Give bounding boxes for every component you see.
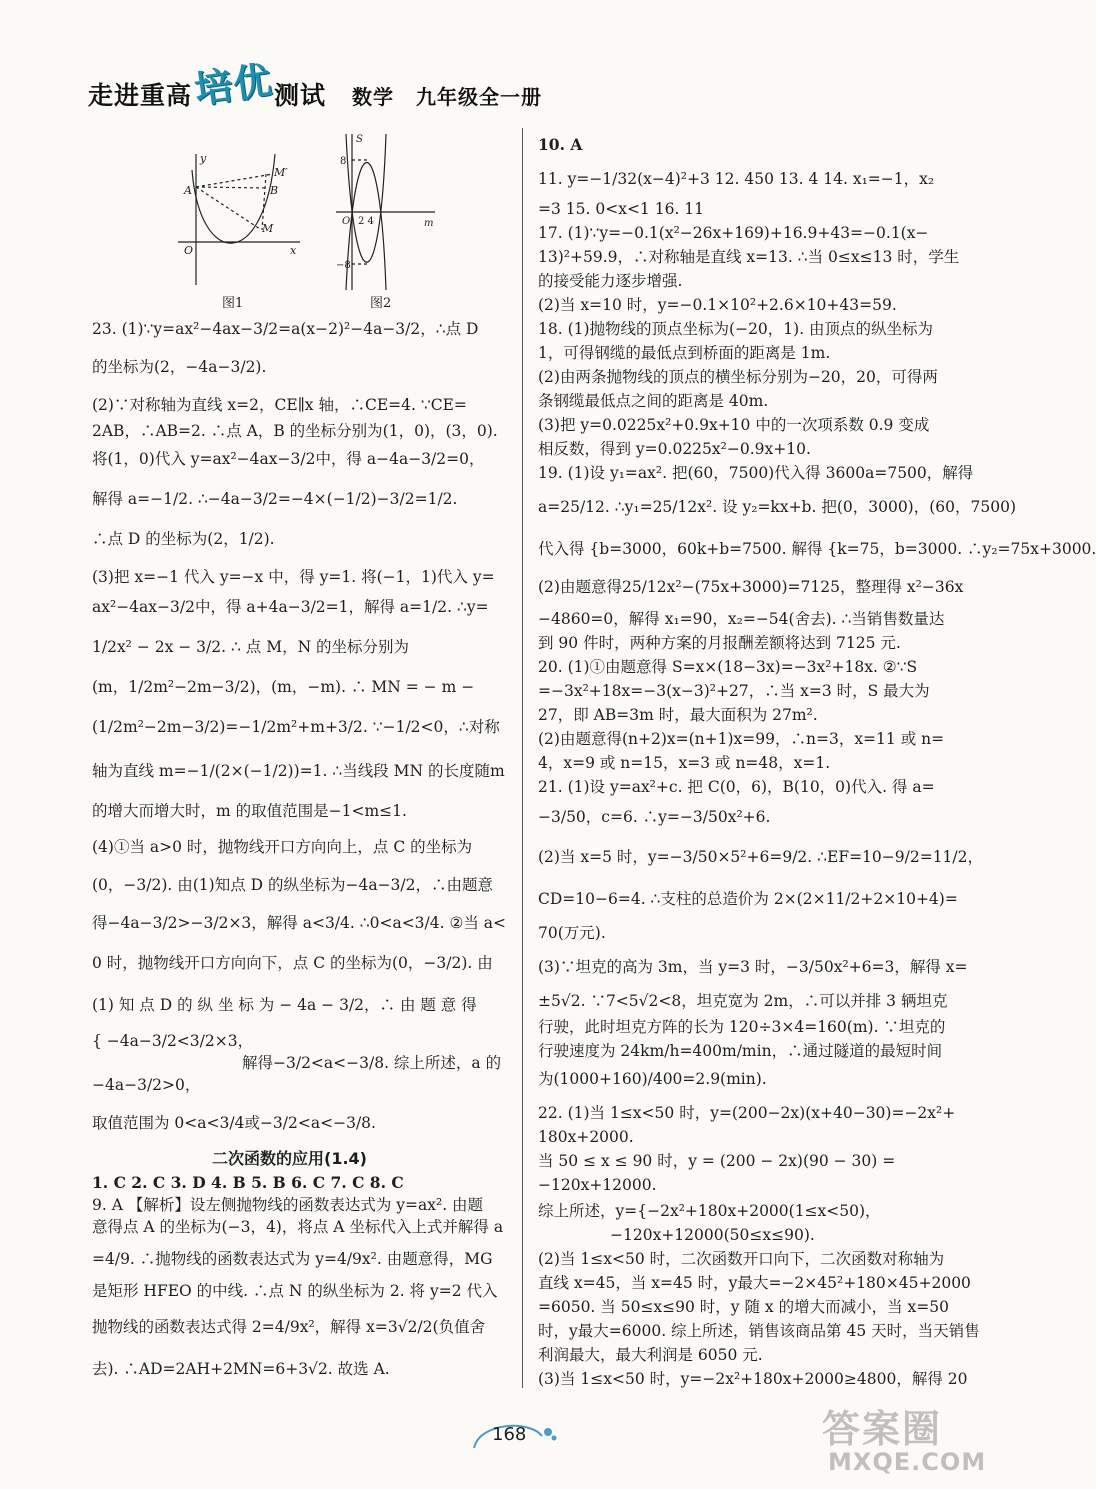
text-line: 利润最大，最大利润是 6050 元. bbox=[538, 1346, 763, 1364]
fig1-point-m: M bbox=[262, 222, 274, 235]
fig1-point-m-prime: M′ bbox=[274, 166, 288, 179]
text-line: 的接受能力逐步增强. bbox=[538, 272, 683, 290]
text-line: a=25/12. ∴y₁=25/12x². 设 y₂=kx+b. 把(0，3000)，(60，7500) bbox=[538, 498, 1016, 516]
text-line: (2)由题意得(n+2)x=(n+1)x=99，∴n=3，x=11 或 n= bbox=[538, 730, 945, 748]
text-line: 解得−3/2<a<−3/8. 综上所述，a 的 bbox=[242, 1054, 502, 1072]
text-line: 得−4a−3/2>−3/2×3，解得 a<3/4. ∴0<a<3/4. ②当 a< bbox=[92, 914, 507, 932]
text-line: 23. (1)∵y=ax²−4ax−3/2=a(x−2)²−4a−3/2，∴点 D bbox=[92, 320, 479, 338]
text-line: 综上所述，y={−2x²+180x+2000(1≤x<50)， bbox=[538, 1202, 881, 1220]
text-line: 代入得 {b=3000，60k+b=7500. 解得 {k=75，b=3000. ∴y₂=75x+3000. bbox=[538, 540, 1096, 558]
text-line: 意得点 A 的坐标为(−3，4)，将点 A 坐标代入上式并解得 a bbox=[92, 1218, 504, 1236]
fig2-tick-bottom: −8 bbox=[336, 260, 351, 271]
text-line: 2AB，∴AB=2. ∴点 A，B 的坐标分别为(1，0)，(3，0). bbox=[92, 422, 498, 440]
watermark-logo bbox=[818, 1398, 994, 1484]
text-line: (1/2m²−2m−3/2)=−1/2m²+m+3/2. ∵−1/2<0，∴对称 bbox=[92, 718, 500, 736]
text-line: 轴为直线 m=−1/(2×(−1/2))=1. ∴当线段 MN 的长度随m bbox=[92, 762, 505, 780]
text-line: 到 90 件时，两种方案的月报酬差额将达到 7125 元. bbox=[538, 634, 901, 652]
answer-line: 10. A bbox=[538, 135, 583, 154]
text-line: (3)∵坦克的高为 3m，当 y=3 时，−3/50x²+6=3，解得 x= bbox=[538, 958, 968, 976]
figure-1-caption: 图1 bbox=[222, 296, 244, 311]
brand-text-a: 走进重高 bbox=[88, 81, 193, 110]
fig1-x-label: x bbox=[290, 244, 297, 257]
text-line: (2)∵对称轴为直线 x=2，CE∥x 轴，∴CE=4. ∵CE= bbox=[92, 396, 467, 414]
text-line: (2)当 x=10 时，y=−0.1×10²+2.6×10+43=59. bbox=[538, 296, 897, 314]
text-line: 当 50 ≤ x ≤ 90 时，y = (200 − 2x)(90 − 30) = bbox=[538, 1152, 896, 1170]
text-line: 条钢缆最低点之间的距离是 40m. bbox=[538, 392, 769, 410]
text-line: 21. (1)设 y=ax²+c. 把 C(0，6)，B(10，0)代入. 得 a= bbox=[538, 778, 935, 796]
text-line: { −4a−3/2<3/2×3， bbox=[92, 1032, 254, 1050]
fig2-tick-top: 8 bbox=[340, 156, 347, 167]
text-line: 时，y最大=6000. 综上所述，销售该商品第 45 天时，当天销售 bbox=[538, 1322, 980, 1340]
fig1-point-a: A bbox=[184, 184, 192, 197]
text-line: ∴点 D 的坐标为(2，1/2). bbox=[92, 530, 275, 548]
text-line: ±5√2. ∵7<5√2<8，坦克宽为 2m，∴可以并排 3 辆坦克 bbox=[538, 992, 948, 1010]
text-line: 的增大而增大时，m 的取值范围是−1<m≤1. bbox=[92, 802, 407, 820]
text-line: 19. (1)设 y₁=ax². 把(60，7500)代入得 3600a=7500，解得 bbox=[538, 464, 974, 482]
fig2-x-label: m bbox=[424, 218, 434, 229]
text-line: 为(1000+160)/400=2.9(min). bbox=[538, 1070, 767, 1088]
text-line: 行驶速度为 24km/h=400m/min，∴通过隧道的最短时间 bbox=[538, 1042, 943, 1060]
fig1-line-am-prime bbox=[196, 174, 273, 187]
text-line: 直线 x=45，当 x=45 时，y最大=−2×45²+180×45+2000 bbox=[538, 1274, 971, 1292]
figure-2-caption: 图2 bbox=[370, 296, 392, 311]
text-line: (2)由题意得25/12x²−(75x+3000)=7125，整理得 x²−36x bbox=[538, 578, 964, 596]
text-line: −120x+12000. bbox=[538, 1176, 657, 1194]
fig1-origin: O bbox=[184, 244, 194, 257]
text-line: 解得 a=−1/2. ∴−4a−3/2=−4×(−1/2)−3/2=1/2. bbox=[92, 490, 458, 508]
text-line: 取值范围为 0<a<3/4或−3/2<a<−3/8. bbox=[92, 1114, 376, 1132]
text-line: 17. (1)∵y=−0.1(x²−26x+169)+16.9+43=−0.1(x− bbox=[538, 224, 929, 242]
text-line: (2)由两条抛物线的顶点的横坐标分别为−20，20，可得两 bbox=[538, 368, 938, 386]
text-line: 70(万元). bbox=[538, 924, 606, 942]
brand-text-big: 培优 bbox=[191, 57, 276, 113]
text-line: 是矩形 HFEO 的中线. ∴点 N 的纵坐标为 2. 将 y=2 代入 bbox=[92, 1282, 498, 1300]
text-line: =4/9. ∴抛物线的函数表达式为 y=4/9x². 由题意得，MG bbox=[92, 1250, 493, 1268]
text-line: (3)当 1≤x<50 时，y=−2x²+180x+2000≥4800，解得 20 bbox=[538, 1370, 968, 1388]
page-number bbox=[470, 1418, 560, 1456]
text-line: 1，可得钢缆的最低点到桥面的距离是 1m. bbox=[538, 344, 831, 362]
text-line: 18. (1)抛物线的顶点坐标为(−20，1). 由顶点的纵坐标为 bbox=[538, 320, 934, 338]
text-line: 将(1，0)代入 y=ax²−4ax−3/2中，得 a−4a−3/2=0， bbox=[92, 450, 485, 468]
grade-label: 九年级全一册 bbox=[416, 85, 543, 109]
page-header bbox=[88, 52, 888, 113]
subject-label: 数学 bbox=[352, 85, 395, 109]
text-line: 22. (1)当 1≤x<50 时，y=(200−2x)(x+40−30)=−2x²+ bbox=[538, 1104, 956, 1122]
text-line: =3 15. 0<x<1 16. 11 bbox=[538, 200, 705, 218]
text-line: (m，1/2m²−2m−3/2)，(m，−m). ∴ MN = − m − bbox=[92, 678, 475, 696]
fig2-tick-x: 2 4 bbox=[358, 216, 374, 227]
fig2-origin: O bbox=[342, 216, 351, 227]
text-line: (0，−3/2). 由(1)知点 D 的纵坐标为−4a−3/2，∴由题意 bbox=[92, 876, 494, 894]
text-line: 27，即 AB=3m 时，最大面积为 27m². bbox=[538, 706, 818, 724]
text-line: (3)把 x=−1 代入 y=−x 中，得 y=1. 将(−1，1)代入 y= bbox=[92, 568, 495, 586]
text-line: =6050. 当 50≤x≤90 时，y 随 x 的增大而减小，当 x=50 bbox=[538, 1298, 949, 1316]
fig1-y-label: y bbox=[200, 152, 207, 165]
text-line: 13)²+59.9，∴对称轴是直线 x=13. ∴当 0≤x≤13 时，学生 bbox=[538, 248, 960, 266]
watermark-url: MXQE.COM bbox=[828, 1448, 987, 1476]
text-line: 去). ∴AD=2AH+2MN=6+3√2. 故选 A. bbox=[92, 1360, 390, 1378]
text-line: −3/50，c=6. ∴y=−3/50x²+6. bbox=[538, 808, 771, 826]
text-line: 9. A 【解析】设左侧抛物线的函数表达式为 y=ax². 由题 bbox=[92, 1196, 484, 1214]
answer-line: 1. C 2. C 3. D 4. B 5. B 6. C 7. C 8. C bbox=[92, 1173, 404, 1192]
text-line: 4，x=9 或 n=15，x=3 或 n=48，x=1. bbox=[538, 754, 831, 772]
text-line: −120x+12000(50≤x≤90). bbox=[610, 1226, 815, 1244]
text-line: 相反数，得到 y=0.0225x²−0.9x+10. bbox=[538, 440, 811, 458]
fig2-y-label: S bbox=[356, 134, 363, 145]
text-line: 行驶，此时坦克方阵的长为 120÷3×4=160(m). ∵坦克的 bbox=[538, 1018, 946, 1036]
page-number-text: 168 bbox=[492, 1424, 527, 1445]
text-line: CD=10−6=4. ∴支柱的总造价为 2×(2×11/2+2×10+4)= bbox=[538, 890, 958, 908]
text-line: (3)把 y=0.0225x²+0.9x+10 中的一次项系数 0.9 变成 bbox=[538, 416, 930, 434]
brand-text-b: 测试 bbox=[274, 81, 327, 110]
text-line: (4)①当 a>0 时，抛物线开口方向向上，点 C 的坐标为 bbox=[92, 838, 473, 856]
text-line: 的坐标为(2，−4a−3/2). bbox=[92, 358, 267, 376]
text-line: −4a−3/2>0， bbox=[92, 1076, 201, 1094]
text-line: 抛物线的函数表达式得 2=4/9x²，解得 x=3√2/2(负值舍 bbox=[92, 1318, 486, 1336]
text-line: (2)当 1≤x<50 时，二次函数开口向下，二次函数对称轴为 bbox=[538, 1250, 945, 1268]
text-line: 180x+2000. bbox=[538, 1128, 634, 1146]
section-title: 二次函数的应用(1.4) bbox=[212, 1149, 367, 1168]
column-divider bbox=[522, 128, 523, 1388]
text-line: 11. y=−1/32(x−4)²+3 12. 450 13. 4 14. x₁=−1，x₂ bbox=[538, 170, 935, 188]
book-brand bbox=[88, 57, 543, 115]
text-line: 20. (1)①由题意得 S=x×(18−3x)=−3x²+18x. ②∵S bbox=[538, 658, 918, 676]
text-line: (1) 知 点 D 的 纵 坐 标 为 − 4a − 3/2，∴ 由 题 意 得 bbox=[92, 996, 477, 1014]
fig1-point-b: B bbox=[270, 184, 279, 197]
watermark-text: 答案圈 bbox=[822, 1407, 943, 1451]
text-line: −4860=0，解得 x₁=90，x₂=−54(舍去). ∴当销售数量达 bbox=[538, 610, 945, 628]
text-line: ax²−4ax−3/2中，得 a+4a−3/2=1，解得 a=1/2. ∴y= bbox=[92, 598, 489, 616]
fig1-line-ab bbox=[196, 187, 268, 188]
text-line: 0 时，抛物线开口方向向下，点 C 的坐标为(0，−3/2). 由 bbox=[92, 954, 493, 972]
text-line: 1/2x² − 2x − 3/2. ∴ 点 M，N 的坐标分别为 bbox=[92, 638, 410, 656]
figure-2 bbox=[330, 130, 440, 295]
text-line: (2)当 x=5 时，y=−3/50×5²+6=9/2. ∴EF=10−9/2=11/2， bbox=[538, 848, 984, 866]
text-line: =−3x²+18x=−3(x−3)²+27，∴当 x=3 时，S 最大为 bbox=[538, 682, 930, 700]
figure-1 bbox=[170, 150, 310, 290]
